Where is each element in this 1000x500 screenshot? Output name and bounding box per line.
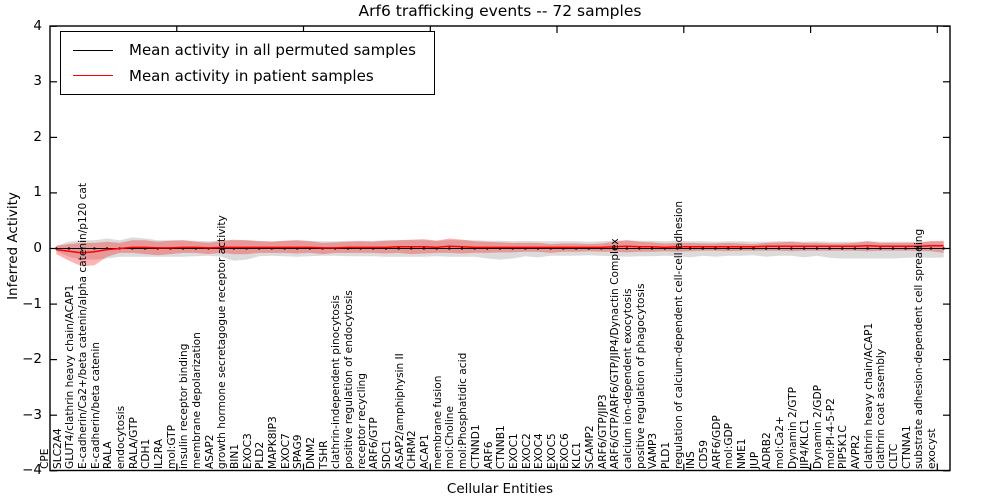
x-category-label: Dynamin 2/GTP	[786, 386, 799, 469]
x-category-label: CDH1	[140, 438, 153, 469]
x-category-label: mol:GDP	[723, 422, 736, 469]
x-category-label: EXOC5	[545, 432, 558, 469]
x-category-label: CTNNA1	[900, 424, 913, 469]
x-category-label: ARF6/GDP	[710, 414, 723, 469]
permuted-marker	[879, 247, 881, 249]
permuted-marker	[866, 247, 868, 249]
x-category-label: EXOC6	[558, 432, 571, 469]
x-category-label: BIN1	[228, 443, 241, 469]
y-tick-label: −1	[22, 295, 42, 312]
permuted-marker	[892, 247, 894, 249]
x-category-label: receptor recycling	[355, 372, 368, 469]
x-category-label: PIP5K1C	[837, 424, 850, 469]
x-category-label: membrane depolarization	[190, 331, 203, 469]
x-category-label: positive regulation of endocytosis	[343, 289, 356, 469]
x-axis-label: Cellular Entities	[446, 481, 554, 497]
x-category-label: mol:Phosphatidic acid	[457, 352, 470, 469]
permuted-marker	[904, 247, 906, 249]
y-tick-label: 2	[33, 128, 42, 145]
permuted-marker	[689, 247, 691, 249]
x-category-label: JIP4/KLC1	[799, 418, 812, 469]
permuted-marker	[727, 247, 729, 249]
permuted-marker	[740, 247, 742, 249]
x-category-label: AVPR2	[850, 434, 863, 469]
y-axis-label: Inferred Activity	[5, 192, 21, 300]
x-category-label: CTNNB1	[495, 424, 508, 469]
y-tick-label: −3	[22, 406, 42, 423]
x-category-label: growth hormone secretagogue receptor activity	[216, 214, 229, 469]
permuted-marker	[816, 247, 818, 249]
x-category-label: NME1	[736, 438, 749, 469]
x-category-label: calcium ion-dependent exocytosis	[621, 287, 634, 469]
x-category-label: clathrin coat assembly	[875, 348, 888, 469]
x-category-label: PLD1	[659, 441, 672, 469]
x-category-label: EXOC1	[507, 432, 520, 469]
x-category-label: CTNND1	[469, 423, 482, 469]
x-category-label: VAMP3	[647, 432, 660, 469]
x-category-label: ACAP1	[419, 433, 432, 469]
permuted-marker	[93, 247, 95, 249]
legend-label-permuted: Mean activity in all permuted samples	[129, 41, 416, 60]
y-tick-label: −4	[22, 462, 42, 479]
legend	[60, 31, 435, 95]
x-category-label: ASAP2/amphiphysin II	[393, 352, 406, 469]
x-category-label: TSHR	[317, 439, 330, 469]
x-category-label: endocytosis	[114, 405, 127, 469]
x-category-label: substrate adhesion-dependent cell spreading	[913, 228, 926, 469]
x-category-label: positive regulation of phagocytosis	[634, 282, 647, 469]
permuted-marker	[410, 247, 412, 249]
chart-title: Arf6 trafficking events -- 72 samples	[358, 2, 642, 20]
x-category-label: RALA	[102, 440, 115, 469]
x-category-label: MAPK8IP3	[267, 415, 279, 469]
x-category-label: mol:Choline	[444, 405, 457, 469]
permuted-marker	[397, 247, 399, 249]
permuted-marker	[828, 247, 830, 249]
x-category-label: mol:PI-4-5-P2	[824, 397, 837, 469]
x-category-label: ARF6/GTP/JIP3	[596, 393, 609, 469]
x-category-label: CLTC	[888, 443, 901, 469]
permuted-marker	[803, 247, 805, 249]
x-category-label: CD59	[697, 439, 710, 469]
x-category-label: INS	[685, 450, 698, 469]
permuted-marker	[854, 247, 856, 249]
x-category-label: exocyst	[926, 427, 939, 469]
x-category-label: GLUT4/clathrin heavy chain/ACAP1	[64, 284, 77, 469]
x-category-label: regulation of calcium-dependent cell-cell adhesion	[672, 200, 685, 469]
x-category-label: mol:GTP	[165, 424, 178, 469]
permuted-marker	[752, 247, 754, 249]
x-category-label: PLD2	[254, 441, 267, 469]
x-category-label: EXOC4	[533, 432, 546, 469]
y-tick-label: 1	[33, 184, 42, 201]
y-tick-label: 3	[33, 73, 42, 90]
permuted-line-swatch	[73, 50, 113, 51]
x-category-label: DNM2	[305, 436, 318, 469]
permuted-marker	[638, 247, 640, 249]
x-category-label: SCAMP2	[583, 424, 596, 469]
permuted-marker	[841, 247, 843, 249]
x-category-label: EXOC3	[241, 432, 254, 469]
x-category-label: IL2RA	[152, 438, 165, 469]
x-category-label: E-cadherin/Ca2+/beta catenin/alpha catenin/p120 cat	[76, 182, 89, 469]
x-category-label: SDC1	[381, 439, 394, 469]
y-tick-label: 0	[33, 240, 42, 256]
x-category-label: mol:Ca2+	[774, 415, 787, 469]
x-category-label: E-cadherin/beta catenin	[89, 341, 102, 469]
x-category-label: EXOC2	[520, 432, 533, 469]
x-category-label: SLC2A4	[51, 427, 64, 469]
x-category-label: CHRM2	[406, 429, 419, 469]
x-category-label: RALA/GTP	[127, 416, 140, 469]
x-category-label: ASAP2	[203, 433, 216, 469]
permuted-marker	[714, 247, 716, 249]
x-category-label: ARF6	[482, 441, 495, 469]
permuted-marker	[626, 247, 628, 249]
y-tick-label: −2	[22, 351, 42, 368]
permuted-marker	[423, 247, 425, 249]
x-category-label: clathrin-independent pinocytosis	[330, 294, 343, 469]
legend-label-patient: Mean activity in patient samples	[129, 66, 374, 85]
permuted-marker	[448, 247, 450, 249]
x-category-label: clathrin heavy chain/ACAP1	[862, 322, 875, 469]
permuted-marker	[778, 247, 780, 249]
x-category-label: Dynamin 2/GDP	[812, 384, 825, 469]
x-category-label: KLC1	[571, 441, 584, 469]
x-category-label: SPAG9	[292, 434, 305, 469]
x-category-label: membrane fusion	[431, 375, 444, 469]
legend-item-permuted	[73, 41, 416, 59]
permuted-marker	[461, 247, 463, 249]
patient-line-swatch	[73, 75, 113, 76]
x-category-label: JUP	[748, 451, 761, 469]
x-category-label: EXOC7	[279, 432, 292, 469]
permuted-marker	[765, 247, 767, 249]
legend-item-patient	[73, 67, 416, 85]
permuted-marker	[930, 247, 932, 249]
x-category-label: ARF6/GTP	[368, 416, 381, 469]
permuted-marker	[651, 247, 653, 249]
permuted-marker	[790, 247, 792, 249]
x-category-label: ADRB2	[761, 431, 774, 469]
x-category-label: CPE	[38, 448, 51, 469]
permuted-marker	[702, 247, 704, 249]
y-tick-label: 4	[33, 17, 42, 34]
x-category-label: insulin receptor binding	[178, 343, 191, 469]
x-category-label: ARF6/GTP/ARF6/GTP/JIP4/Dynactin Complex	[609, 237, 622, 469]
permuted-marker	[68, 247, 70, 249]
